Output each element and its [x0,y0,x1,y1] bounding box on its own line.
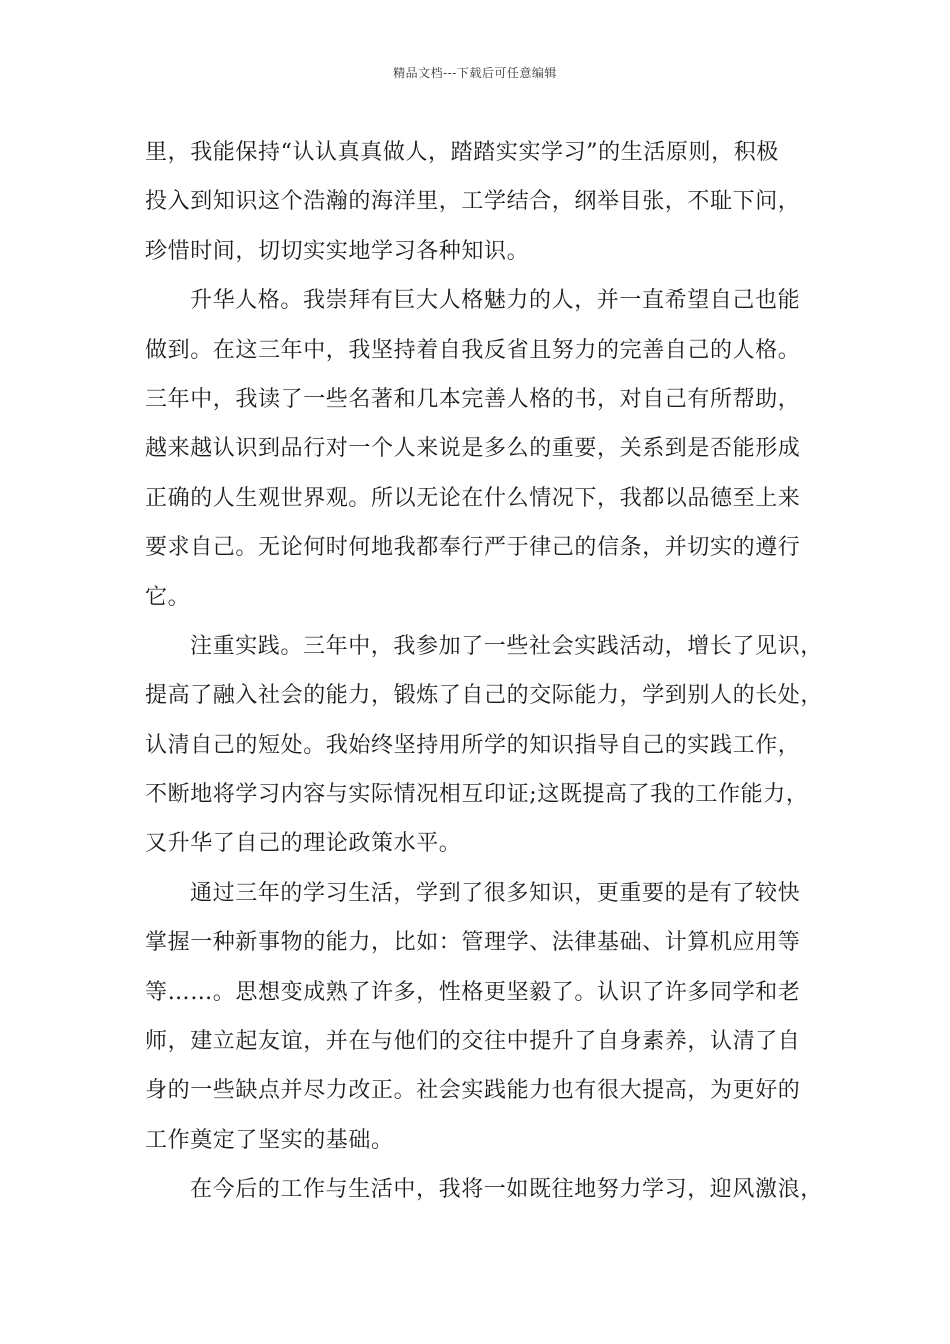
text-line: 要求自己。无论何时何地我都奉行严于律己的信条，并切实的遵行 [145,535,801,561]
text-line: 师，建立起友谊，并在与他们的交往中提升了自身素养，认清了自 [145,1029,801,1055]
page-header: 精品文档---下载后可任意编辑 [393,66,557,80]
text-line: 三年中，我读了一些名著和几本完善人格的书，对自己有所帮助， [145,386,801,412]
text-line: 等……。思想变成熟了许多，性格更坚毅了。认识了许多同学和老 [145,979,801,1005]
text-line: 越来越认识到品行对一个人来说是多么的重要，关系到是否能形成 [145,436,801,462]
text-line: 掌握一种新事物的能力，比如：管理学、法律基础、计算机应用等 [145,930,801,956]
text-line: 它。 [145,584,191,610]
text-line: 提高了融入社会的能力，锻炼了自己的交际能力，学到别人的长处， [145,683,824,709]
paragraph-start-line: 在今后的工作与生活中，我将一如既往地努力学习，迎风激浪， [190,1177,823,1203]
paragraph-start-line: 注重实践。三年中，我参加了一些社会实践活动，增长了见识， [190,633,823,659]
text-line: 做到。在这三年中，我坚持着自我反省且努力的完善自己的人格。 [145,337,801,363]
document-body [145,128,835,1215]
text-line: 工作奠定了坚实的基础。 [145,1127,394,1153]
text-line: 又升华了自己的理论政策水平。 [145,831,462,857]
text-line: 正确的人生观世界观。所以无论在什么情况下，我都以品德至上来 [145,485,801,511]
text-line: 不断地将学习内容与实际情况相互印证;这既提高了我的工作能力， [145,782,809,808]
paragraph-start-line: 通过三年的学习生活，学到了很多知识，更重要的是有了较快 [190,880,801,906]
text-line: 投入到知识这个浩瀚的海洋里，工学结合，纲举目张，不耻下问， [145,189,801,215]
text-line: 里，我能保持“认认真真做人，踏踏实实学习”的生活原则，积极 [145,140,779,165]
text-line: 身的一些缺点并尽力改正。社会实践能力也有很大提高，为更好的 [145,1078,801,1104]
paragraph-start-line: 升华人格。我崇拜有巨大人格魅力的人，并一直希望自己也能 [190,288,801,314]
text-line: 认清自己的短处。我始终坚持用所学的知识指导自己的实践工作， [145,732,801,758]
text-line: 珍惜时间，切切实实地学习各种知识。 [145,238,530,264]
